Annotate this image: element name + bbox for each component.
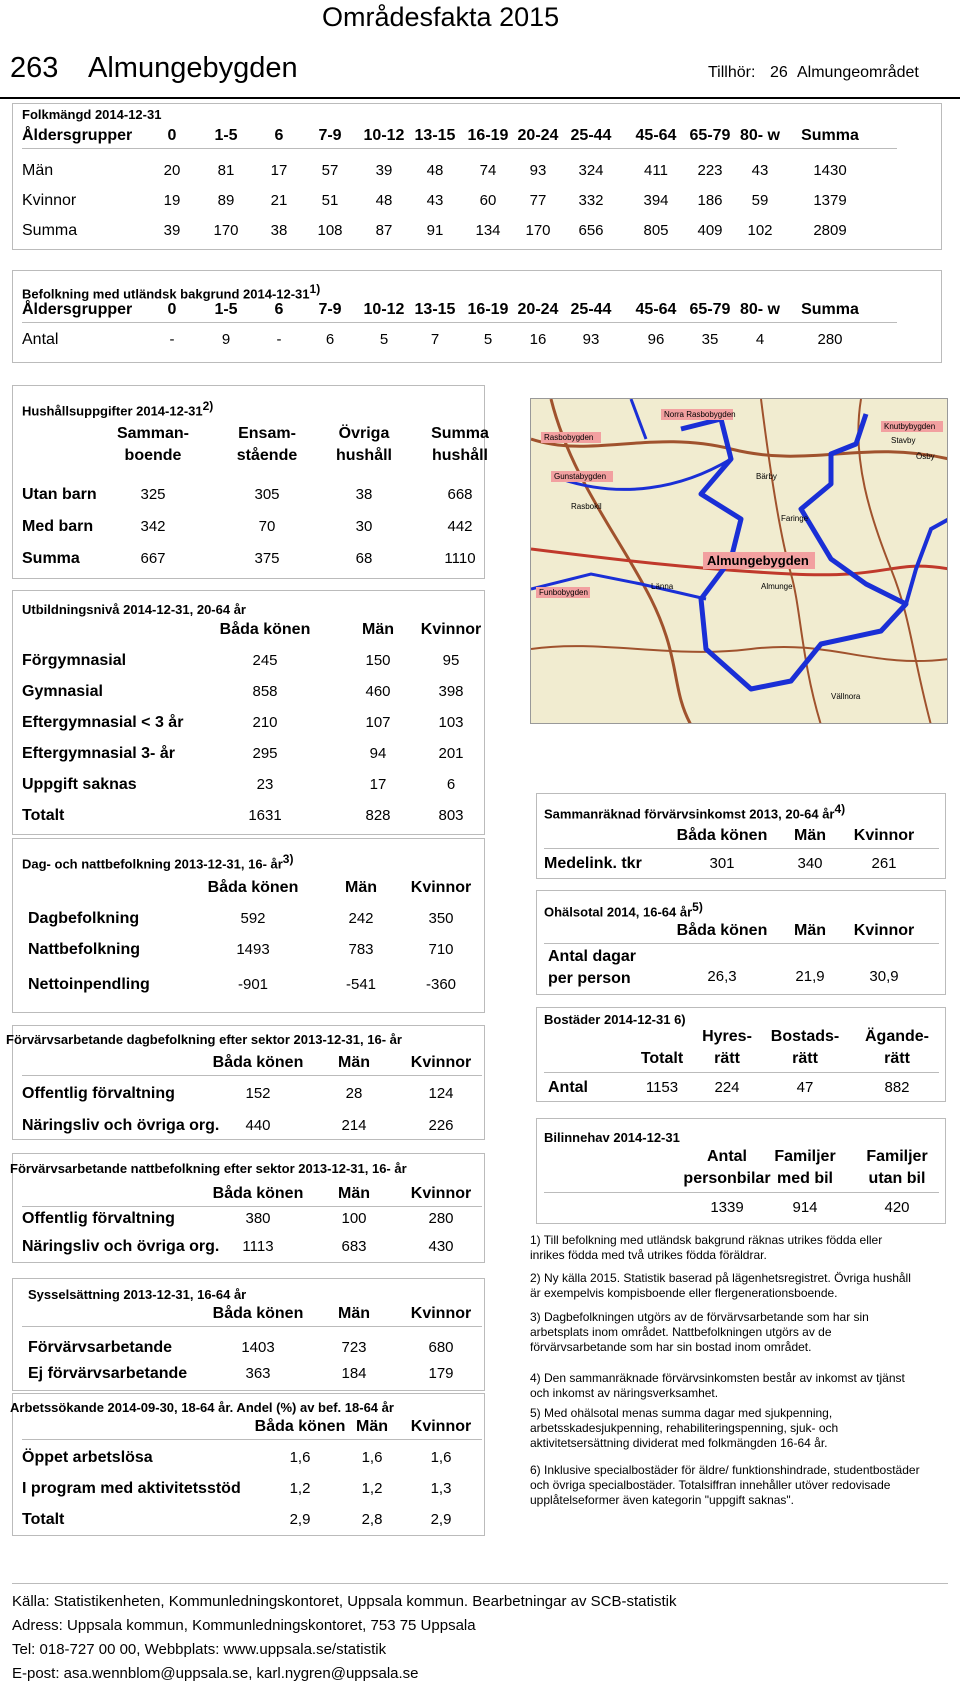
map-label-osby: Ösby <box>916 452 935 461</box>
row-value: 39 <box>375 162 393 179</box>
sickness-value: 26,3 <box>707 968 737 985</box>
sickness-header: Kvinnor <box>853 922 915 939</box>
age-header-6: 16-19 <box>467 301 509 318</box>
row-value: 1,2 <box>361 1480 383 1497</box>
map-label-norra: Norra Rasbobygden <box>664 410 736 419</box>
row-value: 1430 <box>813 162 847 179</box>
row-value: 710 <box>428 941 454 958</box>
hh-value: 325 <box>140 486 166 503</box>
hh-header-bottom: hushåll <box>335 447 392 464</box>
hh-value: 38 <box>355 486 373 503</box>
hh-header-top: Samman- <box>116 425 190 442</box>
row-value: -901 <box>237 976 269 993</box>
age-header-9: 45-64 <box>635 127 677 144</box>
row-value: 1379 <box>813 192 847 209</box>
cars-value: 420 <box>884 1199 910 1216</box>
row-value: 43 <box>426 192 444 209</box>
row-value: 2,8 <box>361 1511 383 1528</box>
table-rule <box>544 1072 939 1073</box>
row-value: 1,2 <box>289 1480 311 1497</box>
row-value: 124 <box>428 1085 454 1102</box>
cars-header-top: Antal <box>707 1148 747 1165</box>
row-value: 19 <box>163 192 181 209</box>
col-header: Män <box>345 879 377 896</box>
col-header: Båda könen <box>254 1418 346 1435</box>
row-value: 81 <box>217 162 235 179</box>
age-header-1: 1-5 <box>214 127 238 144</box>
row-label: Dagbefolkning <box>28 910 140 927</box>
row-value: 23 <box>256 776 274 793</box>
row-label: Kvinnor <box>22 192 77 209</box>
row-value: 1631 <box>248 807 282 824</box>
age-header-1: 1-5 <box>214 301 238 318</box>
day-sector-caption: Förvärvsarbetande dagbefolkning efter sektor 2013-12-31, 16- år <box>6 1032 402 1047</box>
age-header-6: 16-19 <box>467 127 509 144</box>
hh-value: 70 <box>258 518 276 535</box>
row-value: 51 <box>321 192 339 209</box>
row-label: Näringsliv och övriga org. <box>22 1117 220 1134</box>
col-header: Båda könen <box>212 1305 304 1322</box>
age-header-3: 7-9 <box>318 301 342 318</box>
row-value: 1113 <box>242 1238 274 1255</box>
housing-value: 47 <box>796 1079 814 1096</box>
map-label-vallnora: Vällnora <box>831 692 861 701</box>
map-label-barby: Bärby <box>756 472 777 481</box>
row-label: Män <box>22 162 54 179</box>
map-label-knutby: Knutbybygden <box>884 422 936 431</box>
col-header: Båda könen <box>219 621 311 638</box>
age-header-label: Åldersgrupper <box>22 127 133 144</box>
area-map <box>530 398 948 724</box>
row-value: 380 <box>245 1210 271 1227</box>
row-value: 280 <box>428 1210 454 1227</box>
row-label: Nettoinpendling <box>28 976 150 993</box>
map-label-almungebygden: Almungebygden <box>707 553 809 568</box>
education-caption: Utbildningsnivå 2014-12-31, 20-64 år <box>22 602 246 617</box>
area-code: 263 <box>10 52 59 84</box>
col-header: Män <box>338 1054 370 1071</box>
foreign-caption: Befolkning med utländsk bakgrund 2014-12-31$^{1)}$ <box>22 282 321 302</box>
row-value: 74 <box>479 162 497 179</box>
belongs-name: Almungeområdet <box>797 64 919 81</box>
row-value: 150 <box>365 652 391 669</box>
age-header-12: Summa <box>801 127 859 144</box>
row-label: Nattbefolkning <box>28 941 140 958</box>
housing-header-bottom: rätt <box>792 1050 818 1067</box>
age-header-0: 0 <box>167 301 177 318</box>
sickness-header: Män <box>794 922 826 939</box>
cars-header-bottom: personbilar <box>683 1170 771 1187</box>
col-header: Båda könen <box>212 1054 304 1071</box>
age-header-7: 20-24 <box>517 127 559 144</box>
row-value: 60 <box>479 192 497 209</box>
footnote-4: 4) Den sammanräknade förvärvsinkomsten består av inkomst av tjänst och inkomst av näringsverksamhet. <box>530 1371 905 1400</box>
col-header: Män <box>338 1305 370 1322</box>
col-header: Kvinnor <box>420 621 482 638</box>
col-header: Män <box>362 621 394 638</box>
hh-value: 68 <box>355 550 373 567</box>
row-value: -541 <box>345 976 377 993</box>
row-label: Totalt <box>22 1511 65 1528</box>
row-value: 295 <box>252 745 278 762</box>
row-value: 398 <box>438 683 464 700</box>
row-value: 59 <box>751 192 769 209</box>
table-rule <box>544 848 939 849</box>
cars-value: 1339 <box>710 1199 744 1216</box>
row-label: Offentlig förvaltning <box>22 1210 175 1227</box>
map-label-stavby: Stavby <box>891 436 916 445</box>
row-value: 1,6 <box>430 1449 452 1466</box>
footnote-3: 3) Dagbefolkningen utgörs av de förvärvsarbetande som har sin arbetsplats inom området. Nattbefolkningen utgörs av de förvärvsarbetande som har sin bostad inom området. <box>530 1310 869 1354</box>
row-value: 803 <box>438 807 464 824</box>
row-value: 394 <box>643 192 669 209</box>
col-header: Kvinnor <box>410 1054 472 1071</box>
hh-header-top: Ensam- <box>238 425 296 442</box>
row-value: 107 <box>365 714 391 731</box>
row-value: 1,6 <box>289 1449 311 1466</box>
footnote-5: 5) Med ohälsotal menas summa dagar med sjukpenning, arbetsskadesjukpenning, rehabiliteringspenning, sjuk- och aktivitetsersättning dividerat med folkmängden 16-64 år. <box>530 1406 839 1450</box>
age-header-5: 13-15 <box>414 301 456 318</box>
hh-value: 442 <box>447 518 473 535</box>
cars-value: 914 <box>792 1199 818 1216</box>
footer-line-3: Tel: 018-727 00 00, Webbplats: www.uppsala.se/statistik <box>12 1641 387 1658</box>
belongs-label: Tillhör: <box>708 64 756 81</box>
table-rule <box>22 148 897 149</box>
sickness-row-label-1: Antal dagar <box>548 948 637 965</box>
row-value: 411 <box>644 162 668 179</box>
row-value: 4 <box>755 331 765 348</box>
row-value: 201 <box>438 745 464 762</box>
hh-header-top: Summa <box>431 425 489 442</box>
map-label-faringe: Faringe <box>781 514 809 523</box>
row-value: 108 <box>317 222 343 239</box>
age-header-10: 65-79 <box>689 127 731 144</box>
row-value: 7 <box>430 331 440 348</box>
row-value: 93 <box>582 331 600 348</box>
age-header-label: Åldersgrupper <box>22 301 133 318</box>
row-value: 683 <box>341 1238 367 1255</box>
row-value: 656 <box>578 222 604 239</box>
report-title: Områdesfakta 2015 <box>322 2 560 32</box>
footer-line-4: E-post: asa.wennblom@uppsala.se, karl.nygren@uppsala.se <box>12 1665 419 1682</box>
income-header: Män <box>794 827 826 844</box>
table-rule <box>544 943 939 944</box>
header-rule <box>0 97 960 99</box>
table-rule <box>22 1075 482 1076</box>
income-header: Kvinnor <box>853 827 915 844</box>
hh-value: 668 <box>447 486 473 503</box>
footer-line-1: Källa: Statistikenheten, Kommunledningskontoret, Uppsala kommun. Bearbetningar av SCB-statistik <box>12 1593 677 1610</box>
table-rule <box>22 1439 482 1440</box>
table-rule <box>22 1206 482 1207</box>
age-header-10: 65-79 <box>689 301 731 318</box>
col-header: Kvinnor <box>410 879 472 896</box>
sickness-row-label-2: per person <box>548 970 631 987</box>
row-value: 20 <box>163 162 181 179</box>
age-header-8: 25-44 <box>570 127 612 144</box>
row-value: 38 <box>270 222 288 239</box>
age-header-4: 10-12 <box>363 127 405 144</box>
income-value: 261 <box>871 855 897 872</box>
row-label: Näringsliv och övriga org. <box>22 1238 220 1255</box>
footer-rule <box>12 1583 948 1584</box>
row-value: 87 <box>375 222 393 239</box>
map-label-rasbokil: Rasbokil <box>571 502 602 511</box>
footnote-1: 1) Till befolkning med utländsk bakgrund räknas utrikes födda eller inrikes födda med två utrikes födda föräldrar. <box>530 1233 883 1262</box>
row-value: 96 <box>647 331 665 348</box>
row-value: 103 <box>438 714 464 731</box>
income-row-label: Medelink. tkr <box>544 855 642 872</box>
income-value: 340 <box>797 855 823 872</box>
income-header: Båda könen <box>676 827 768 844</box>
row-value: 858 <box>252 683 278 700</box>
row-value: 6 <box>446 776 456 793</box>
row-value: 134 <box>475 222 501 239</box>
row-value: - <box>169 331 175 348</box>
map-label-funbo: Funbobygden <box>539 588 588 597</box>
employment-caption: Sysselsättning 2013-12-31, 16-64 år <box>28 1287 247 1302</box>
cars-header-top: Familjer <box>774 1148 836 1165</box>
row-label: Antal <box>22 331 59 348</box>
hh-value: 305 <box>254 486 280 503</box>
housing-value: 882 <box>884 1079 910 1096</box>
row-value: 184 <box>341 1365 367 1382</box>
sickness-value: 21,9 <box>795 968 825 985</box>
row-value: 16 <box>529 331 547 348</box>
income-caption: Sammanräknad förvärvsinkomst 2013, 20-64 $år^{4)}$ <box>544 802 846 822</box>
row-value: 280 <box>817 331 843 348</box>
row-value: 214 <box>341 1117 367 1134</box>
row-label: Öppet arbetslösa <box>22 1449 153 1466</box>
map-label-gunsta: Gunstabygden <box>554 472 607 481</box>
row-label: Eftergymnasial < 3 år <box>22 714 184 731</box>
row-value: 783 <box>348 941 374 958</box>
row-value: 43 <box>751 162 769 179</box>
hh-value: 1110 <box>444 550 476 567</box>
row-value: 48 <box>375 192 393 209</box>
cars-header-bottom: utan bil <box>868 1170 926 1187</box>
row-value: 1,3 <box>430 1480 452 1497</box>
row-value: 226 <box>428 1117 454 1134</box>
col-header: Kvinnor <box>410 1418 472 1435</box>
row-value: 100 <box>341 1210 367 1227</box>
area-name: Almungebygden <box>88 52 298 84</box>
row-label: Eftergymnasial 3- år <box>22 745 175 762</box>
daynight-caption: Dag- och nattbefolkning 2013-12-31, 16- $år^{3)}$ <box>22 852 294 872</box>
age-header-5: 13-15 <box>414 127 456 144</box>
row-value: 1493 <box>236 941 270 958</box>
row-label: Summa <box>22 222 78 239</box>
age-header-0: 0 <box>167 127 177 144</box>
table-rule <box>22 1326 482 1327</box>
hh-row-label: Med barn <box>22 518 94 535</box>
map-graphic <box>531 399 948 724</box>
housing-value: 224 <box>714 1079 740 1096</box>
income-value: 301 <box>709 855 735 872</box>
row-value: 223 <box>697 162 723 179</box>
hh-value: 342 <box>140 518 166 535</box>
col-header: Båda könen <box>212 1185 304 1202</box>
map-label-almunge: Almunge <box>761 582 793 591</box>
housing-header-top: Bostads- <box>770 1028 840 1045</box>
col-header: Män <box>356 1418 388 1435</box>
row-value: -360 <box>425 976 457 993</box>
row-value: 9 <box>221 331 231 348</box>
housing-header-bottom: rätt <box>714 1050 740 1067</box>
row-value: 245 <box>252 652 278 669</box>
col-header: Båda könen <box>207 879 299 896</box>
row-label: Offentlig förvaltning <box>22 1085 175 1102</box>
row-value: 242 <box>348 910 374 927</box>
row-value: 5 <box>483 331 493 348</box>
row-value: 350 <box>428 910 454 927</box>
hh-row-label: Utan barn <box>22 486 97 503</box>
housing-header-top: Ägande- <box>865 1028 929 1045</box>
row-value: 6 <box>325 331 335 348</box>
row-value: 430 <box>428 1238 454 1255</box>
row-value: 2,9 <box>289 1511 311 1528</box>
row-value: 332 <box>578 192 604 209</box>
hh-value: 30 <box>355 518 373 535</box>
age-header-2: 6 <box>274 127 284 144</box>
hh-header-bottom: boende <box>124 447 182 464</box>
table-rule <box>22 322 897 323</box>
col-header: Kvinnor <box>410 1305 472 1322</box>
row-label: Förvärvsarbetande <box>28 1339 173 1356</box>
housing-row-label: Antal <box>548 1079 588 1096</box>
row-value: 94 <box>369 745 387 762</box>
row-value: 89 <box>217 192 235 209</box>
row-value: 828 <box>365 807 391 824</box>
row-value: 723 <box>341 1339 367 1356</box>
cars-header-top: Familjer <box>866 1148 928 1165</box>
hh-header-bottom: hushåll <box>431 447 488 464</box>
row-value: 805 <box>643 222 669 239</box>
row-value: 680 <box>428 1339 454 1356</box>
housing-header-top: Hyres- <box>702 1028 752 1045</box>
row-value: 28 <box>345 1085 363 1102</box>
row-value: 2,9 <box>430 1511 452 1528</box>
age-header-7: 20-24 <box>517 301 559 318</box>
row-value: 440 <box>245 1117 271 1134</box>
row-value: 186 <box>697 192 723 209</box>
cars-caption: Bilinnehav 2014-12-31 <box>544 1130 680 1145</box>
row-value: 460 <box>365 683 391 700</box>
row-label: Totalt <box>22 807 65 824</box>
age-header-2: 6 <box>274 301 284 318</box>
cars-header-bottom: med bil <box>776 1170 833 1187</box>
age-header-11: 80- w <box>739 301 780 318</box>
row-value: 102 <box>747 222 773 239</box>
row-value: 39 <box>163 222 181 239</box>
age-header-4: 10-12 <box>363 301 405 318</box>
row-value: 170 <box>213 222 239 239</box>
age-header-8: 25-44 <box>570 301 612 318</box>
row-value: 91 <box>426 222 444 239</box>
housing-caption: Bostäder 2014-12-31 6) <box>544 1012 686 1027</box>
hh-value: 375 <box>254 550 280 567</box>
row-value: 170 <box>525 222 551 239</box>
hh-row-label: Summa <box>22 550 80 567</box>
housing-header-bottom: rätt <box>884 1050 910 1067</box>
row-value: 17 <box>270 162 288 179</box>
belongs-value: 26 <box>770 64 788 81</box>
map-label-lanna: Länna <box>651 582 674 591</box>
households-caption: Hushållsuppgifter 2014-12-31$^{2)}$ <box>22 399 214 419</box>
age-header-11: 80- w <box>739 127 780 144</box>
hh-value: 667 <box>140 550 166 567</box>
hh-header-top: Övriga <box>338 425 390 442</box>
housing-value: 1153 <box>645 1079 679 1096</box>
col-header: Kvinnor <box>410 1185 472 1202</box>
row-value: 324 <box>578 162 604 179</box>
row-value: 93 <box>529 162 547 179</box>
row-value: 17 <box>369 776 387 793</box>
row-value: 2809 <box>813 222 847 239</box>
population-caption: Folkmängd 2014-12-31 <box>22 107 162 122</box>
age-header-9: 45-64 <box>635 301 677 318</box>
jobseekers-caption: Arbetssökande 2014-09-30, 18-64 år. Andel (%) av bef. 18-64 år <box>10 1400 394 1415</box>
table-rule <box>544 1192 939 1193</box>
row-value: 21 <box>270 192 288 209</box>
row-value: 57 <box>321 162 339 179</box>
footnote-2: 2) Ny källa 2015. Statistik baserad på lägenhetsregistret. Övriga hushåll är exempelvis kompisboende eller flergenerationsboende. <box>530 1271 911 1300</box>
row-value: 1403 <box>241 1339 275 1356</box>
footnote-6: 6) Inklusive specialbostäder för äldre/ funktionshindrade, studentbostäder och övriga specialbostäder. Totalsiffran innehåller utöver redovisade upplåtelseformer även kategorin "uppgift saknas". <box>530 1463 920 1507</box>
hh-header-bottom: stående <box>236 447 298 464</box>
housing-header-bottom: Totalt <box>640 1050 684 1067</box>
row-value: 152 <box>245 1085 271 1102</box>
row-value: - <box>276 331 282 348</box>
row-label: Gymnasial <box>22 683 103 700</box>
row-value: 210 <box>252 714 278 731</box>
row-value: 48 <box>426 162 444 179</box>
night-sector-caption: Förvärvsarbetande nattbefolkning efter sektor 2013-12-31, 16- år <box>10 1161 407 1176</box>
map-label-rasbo: Rasbobygden <box>544 433 594 442</box>
row-value: 179 <box>428 1365 454 1382</box>
row-value: 5 <box>379 331 389 348</box>
age-header-3: 7-9 <box>318 127 342 144</box>
sickness-value: 30,9 <box>869 968 899 985</box>
row-value: 1,6 <box>361 1449 383 1466</box>
sickness-caption: Ohälsotal 2014, 16-64 $år^{5)}$ <box>544 900 703 920</box>
row-value: 592 <box>240 910 266 927</box>
age-header-12: Summa <box>801 301 859 318</box>
row-value: 363 <box>245 1365 271 1382</box>
footer-line-2: Adress: Uppsala kommun, Kommunledningskontoret, 753 75 Uppsala <box>12 1617 476 1634</box>
row-label: I program med aktivitetsstöd <box>22 1480 241 1497</box>
sickness-header: Båda könen <box>676 922 768 939</box>
row-label: Förgymnasial <box>22 652 127 669</box>
col-header: Män <box>338 1185 370 1202</box>
row-label: Ej förvärvsarbetande <box>28 1365 188 1382</box>
row-value: 95 <box>442 652 460 669</box>
row-value: 409 <box>697 222 723 239</box>
row-label: Uppgift saknas <box>22 776 137 793</box>
row-value: 35 <box>701 331 719 348</box>
row-value: 77 <box>529 192 547 209</box>
